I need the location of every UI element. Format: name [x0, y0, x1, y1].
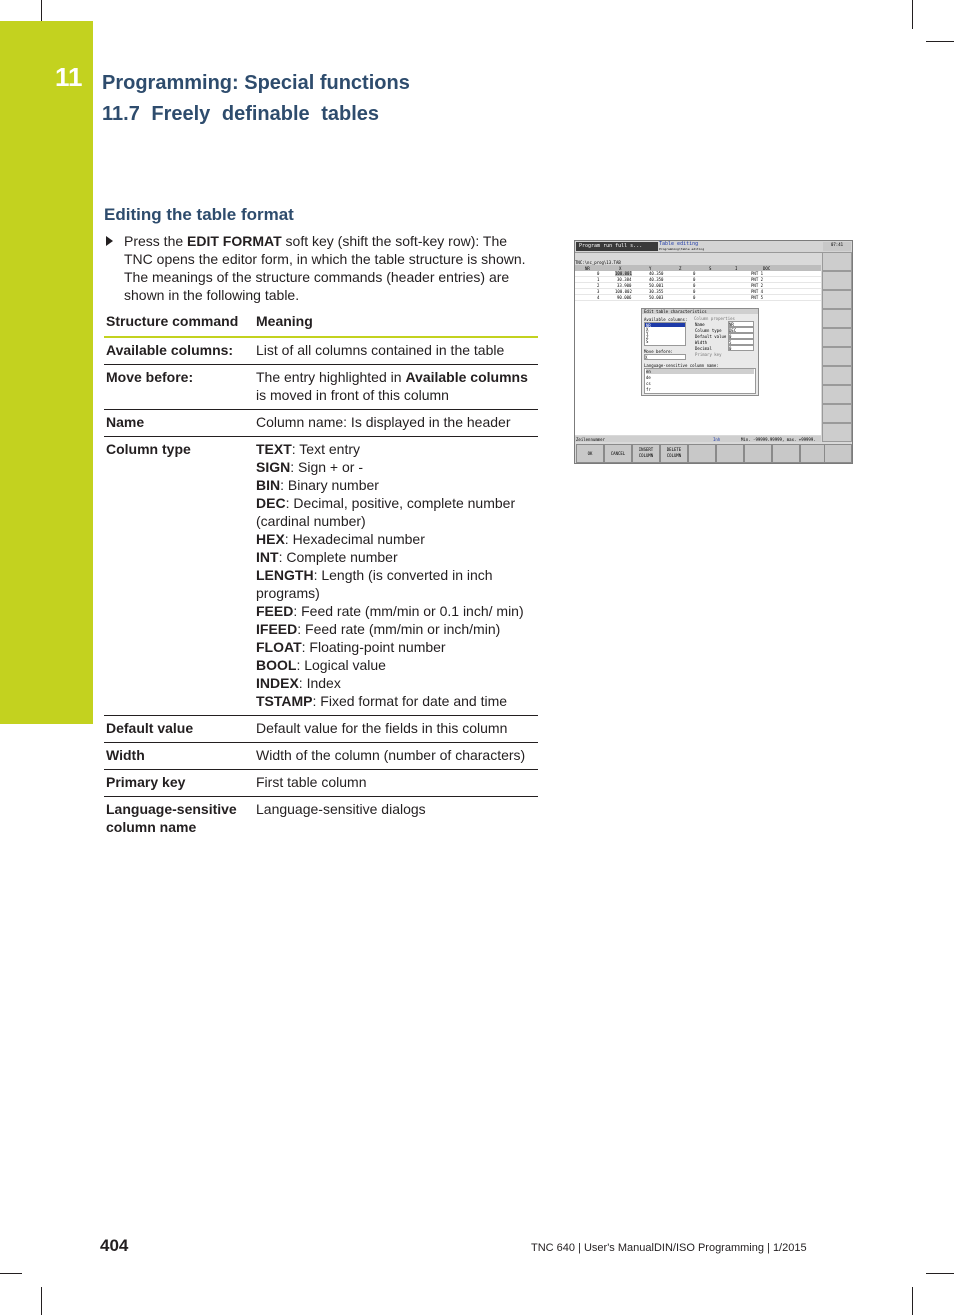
grid-cell: PNT 5: [751, 295, 764, 300]
type-key: BIN: [256, 477, 281, 493]
page-number: 404: [100, 1236, 129, 1255]
width-field[interactable]: 5: [728, 339, 754, 345]
meaning-text: is moved in front of this column: [256, 387, 449, 403]
meaning-cell: Language-sensitive dialogs: [256, 801, 426, 817]
grid-col-header: I: [735, 266, 738, 271]
chapter-sidebar: [0, 21, 93, 724]
type-entry: [256, 620, 536, 638]
softkey-name: EDIT FORMAT: [187, 233, 282, 249]
grid-col-header: Z: [679, 266, 682, 271]
type-desc: : Hexadecimal number: [284, 531, 425, 547]
vertical-softkey[interactable]: [822, 366, 852, 385]
list-item[interactable]: cs: [646, 381, 651, 386]
type-key: TSTAMP: [256, 693, 313, 709]
type-key: HEX: [256, 531, 285, 547]
empty-softkey[interactable]: [772, 444, 800, 463]
type-key: TEXT: [256, 441, 292, 457]
type-desc: : Decimal, positive, complete number (cardinal number): [256, 495, 516, 529]
prop-label: Column type: [695, 328, 722, 333]
crop-mark: [41, 1287, 42, 1315]
empty-softkey[interactable]: [688, 444, 716, 463]
grid-cell: 90.006: [617, 295, 632, 300]
structure-command-table: [104, 310, 538, 841]
grid-cell: PNT 4: [751, 289, 764, 294]
file-path: TNC:\nc_prog\13.TAB: [575, 260, 621, 265]
command-cell: Name: [104, 410, 254, 437]
grid-row[interactable]: [575, 295, 821, 301]
grid-cell: 0: [693, 295, 696, 300]
command-cell: Primary key: [104, 770, 254, 797]
meaning-emphasis: Available columns: [405, 369, 528, 385]
grid-cell: 3: [597, 289, 600, 294]
vertical-softkey[interactable]: [822, 328, 852, 347]
type-key: BOOL: [256, 657, 297, 673]
type-key: IFEED: [256, 621, 298, 637]
crop-mark: [912, 0, 913, 29]
type-key: INDEX: [256, 675, 299, 691]
meaning-cell: Column name: Is displayed in the header: [254, 410, 538, 437]
grid-cell: 50.001: [649, 283, 664, 288]
column-type-select[interactable]: DEC: [728, 327, 754, 333]
grid-cell: 100.002: [615, 289, 632, 294]
type-desc: : Length (is converted in inch programs): [256, 567, 493, 601]
grid-cell: 1: [597, 277, 600, 282]
list-item[interactable]: X: [646, 327, 649, 332]
type-entry: [256, 458, 536, 476]
grid-cell: 0: [597, 271, 600, 276]
type-entry: [256, 566, 536, 602]
type-key: DEC: [256, 495, 286, 511]
type-desc: : Floating-point number: [301, 639, 446, 655]
type-key: LENGTH: [256, 567, 314, 583]
grid-col-header: X: [619, 266, 622, 271]
primary-key-checkbox[interactable]: Primary key: [695, 352, 722, 357]
command-cell: Move before:: [104, 365, 254, 410]
available-columns-list[interactable]: [644, 322, 686, 346]
grid-cell: 0: [693, 289, 696, 294]
type-entry: [256, 638, 536, 656]
type-desc: : Feed rate (mm/min or 0.1 inch/ min): [293, 603, 524, 619]
grid-cell: 0: [693, 271, 696, 276]
column-header: Structure command: [104, 310, 254, 337]
type-entry: [256, 548, 536, 566]
type-desc: : Logical value: [296, 657, 386, 673]
empty-softkey[interactable]: [824, 444, 852, 463]
type-entry: [256, 440, 536, 458]
prop-label: Width: [695, 340, 708, 345]
grid-cell: 0: [693, 283, 696, 288]
vertical-softkeys: [822, 252, 852, 442]
meaning-text: The entry highlighted in: [256, 369, 406, 385]
vertical-softkey[interactable]: [822, 309, 852, 328]
name-field[interactable]: NR: [728, 321, 754, 327]
list-item[interactable]: S: [646, 339, 649, 344]
type-key: SIGN: [256, 459, 291, 475]
section-title: 11.7 Freely definable tables: [102, 103, 380, 125]
list-item[interactable]: Y: [646, 331, 649, 336]
command-cell: Width: [104, 743, 254, 770]
crop-mark: [0, 1273, 22, 1274]
available-columns-label: Available columns:: [644, 317, 688, 322]
table-row: [104, 337, 538, 365]
vertical-softkey[interactable]: [822, 347, 852, 366]
vertical-softkey[interactable]: [822, 252, 852, 271]
command-cell: Language-sensitive column name: [106, 801, 237, 835]
bullet-arrow-icon: [106, 236, 113, 246]
language-label: Language-sensitive column name:: [644, 363, 719, 368]
operating-mode-tab: Program run full s...: [576, 242, 658, 251]
grid-cell: PNT 1: [751, 271, 764, 276]
clock: 07:41: [823, 242, 851, 251]
vertical-softkey[interactable]: [822, 271, 852, 290]
grid-cell: 40.350: [649, 271, 664, 276]
language-list[interactable]: [644, 368, 756, 394]
meaning-cell: Default value for the fields in this column: [254, 716, 538, 743]
status-right: Min. -99999.99999, max. +99999.: [741, 437, 816, 442]
type-desc: : Complete number: [278, 549, 398, 565]
grid-cell: 2: [597, 283, 600, 288]
list-item[interactable]: en: [646, 369, 754, 374]
crop-mark: [912, 1287, 913, 1315]
type-entry: [256, 530, 536, 548]
step-paragraph: [124, 232, 534, 304]
meaning-cell: List of all columns contained in the table: [254, 337, 538, 365]
type-desc: : Binary number: [280, 477, 379, 493]
command-cell: Default value: [104, 716, 254, 743]
grid-cell: 30.384: [617, 277, 632, 282]
prop-label: Name: [695, 322, 705, 327]
type-entry: [256, 656, 536, 674]
status-bar: [575, 436, 821, 442]
move-before-select[interactable]: X: [644, 354, 686, 360]
type-entry: [256, 674, 536, 692]
mode-title: Table editing: [659, 241, 699, 247]
vertical-softkey[interactable]: [822, 423, 852, 442]
selected-column[interactable]: [645, 323, 685, 327]
grid-cell: PNT 2: [751, 277, 764, 282]
grid-cell: 30.355: [649, 289, 664, 294]
type-desc: : Sign + or -: [290, 459, 363, 475]
chapter-title: Programming: Special functions: [102, 72, 410, 94]
type-entry: [256, 692, 536, 710]
list-item[interactable]: NR: [646, 323, 651, 328]
meaning-cell: [254, 365, 538, 410]
grid-col-header: Y: [649, 266, 652, 271]
chapter-number: 11: [55, 62, 83, 92]
type-key: FLOAT: [256, 639, 302, 655]
decimal-field[interactable]: 0: [728, 345, 754, 351]
softkey-row: [575, 444, 852, 463]
type-entry: [256, 494, 536, 530]
status-mid: Inh: [713, 437, 721, 442]
edit-table-dialog: [641, 308, 759, 396]
grid-col-header: S: [709, 266, 712, 271]
grid-cell: 50.003: [649, 295, 664, 300]
meaning-cell: First table column: [254, 770, 538, 797]
table-row: [104, 797, 538, 842]
status-left: Zeilennummer: [576, 437, 605, 442]
grid-cell: 100.001: [615, 271, 632, 276]
grid-cell: 4: [597, 295, 600, 300]
type-desc: : Fixed format for date and time: [312, 693, 508, 709]
type-desc: : Index: [298, 675, 341, 691]
insert-column-softkey[interactable]: INSERT COLUMN: [632, 444, 660, 463]
type-key: FEED: [256, 603, 294, 619]
empty-softkey[interactable]: [744, 444, 772, 463]
column-header: Meaning: [254, 310, 538, 337]
grid-cell: 40.350: [649, 277, 664, 282]
step-text: soft key (shift the soft-key row): The TNC opens the editor form, in which the table structure is shown. The meanings of the structure commands (header entries) are shown in the following table.: [124, 233, 526, 303]
grid-cell: 0: [693, 277, 696, 282]
type-entry: [256, 602, 536, 620]
mode-subtitle: Programming\Table editing: [659, 247, 705, 251]
tnc-screenshot: [574, 240, 853, 464]
vertical-softkey[interactable]: [822, 385, 852, 404]
ok-softkey[interactable]: OK: [576, 444, 604, 463]
grid-col-header: NR: [585, 266, 590, 271]
prop-label: Decimal: [695, 346, 712, 351]
list-item[interactable]: Z: [646, 335, 649, 340]
crop-mark: [926, 1273, 954, 1274]
grid-cell: PNT 2: [751, 283, 764, 288]
meaning-cell: Width of the column (number of characters): [254, 743, 538, 770]
meaning-cell: [254, 437, 538, 716]
list-item[interactable]: fr: [646, 387, 651, 392]
screen-top-bar: [575, 241, 852, 253]
move-before-label: Move before:: [644, 349, 673, 354]
prop-label: Default value: [695, 334, 727, 339]
table-row: [104, 410, 538, 437]
vertical-softkey[interactable]: [822, 404, 852, 423]
type-desc: : Text entry: [291, 441, 360, 457]
command-cell: Column type: [104, 437, 254, 716]
programming-mode-tab: [659, 242, 809, 251]
vertical-softkey[interactable]: [822, 290, 852, 309]
table-header-row: [104, 310, 538, 337]
table-row: [104, 770, 538, 797]
crop-mark: [926, 41, 954, 42]
empty-softkey[interactable]: [716, 444, 744, 463]
default-value-field[interactable]: 0: [728, 333, 754, 339]
table-row: [104, 743, 538, 770]
delete-column-softkey[interactable]: DELETE COLUMN: [660, 444, 688, 463]
type-desc: : Feed rate (mm/min or inch/min): [297, 621, 501, 637]
column-properties-label: Column properties: [694, 316, 735, 321]
command-cell: Available columns:: [104, 337, 254, 365]
step-prefix: Press the: [124, 233, 188, 249]
dialog-title: Edit table characteristics: [642, 309, 758, 314]
type-key: INT: [256, 549, 279, 565]
list-item[interactable]: de: [646, 375, 651, 380]
document-info: TNC 640 | User's ManualDIN/ISO Programming | 1/2015: [531, 1242, 807, 1254]
section-heading: Editing the table format: [104, 205, 294, 224]
grid-col-header: DOC: [763, 266, 771, 271]
type-entry: [256, 476, 536, 494]
cancel-softkey[interactable]: CANCEL: [604, 444, 632, 463]
table-row: [104, 365, 538, 410]
grid-cell: 33.900: [617, 283, 632, 288]
table-row: [104, 716, 538, 743]
table-row: [104, 437, 538, 716]
